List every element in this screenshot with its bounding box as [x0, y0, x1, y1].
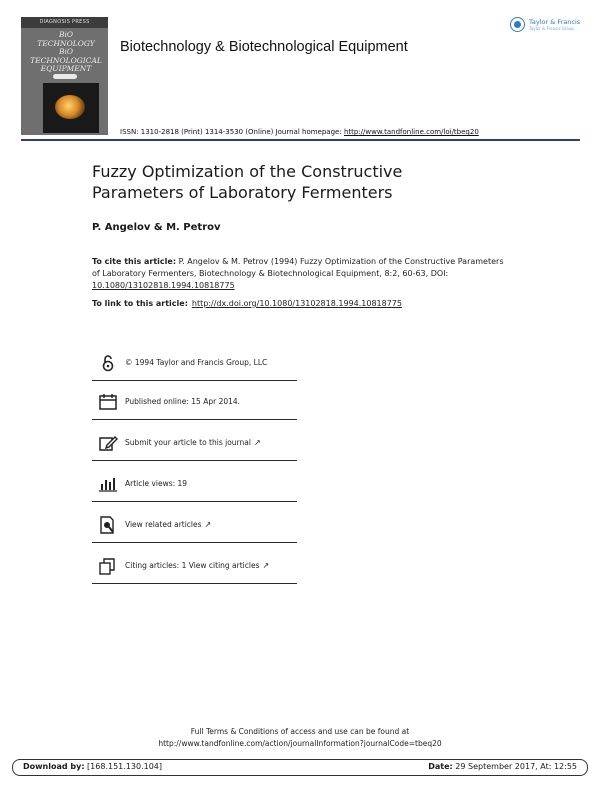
- publisher-logo-subtext: Taylor & Francis Group: [529, 26, 574, 31]
- cover-badge: DIAGNOSIS PRESS: [21, 17, 108, 28]
- citation-block: [92, 256, 512, 292]
- external-link-icon: ↗: [253, 438, 261, 447]
- publisher-logo-text: Taylor & Francis: [529, 18, 581, 26]
- header-divider: [21, 139, 580, 141]
- citation-doi-link[interactable]: 10.1080/13102818.1994.10818775: [92, 281, 235, 290]
- terms-notice: [0, 726, 600, 750]
- cover-pill: [53, 74, 77, 79]
- search-document-icon: [98, 516, 118, 534]
- download-info-bar: [12, 759, 588, 776]
- publisher-logo-icon: [510, 17, 525, 32]
- journal-cover-image: [21, 17, 108, 135]
- journal-title: Biotechnology & Biotechnological Equipment: [120, 39, 408, 55]
- article-title: Fuzzy Optimization of the Constructive Parameters of Laboratory Fermenters: [92, 162, 403, 202]
- article-doi-url[interactable]: http://dx.doi.org/10.1080/13102818.1994.10818775: [191, 299, 402, 308]
- issn-line: ISSN: 1310-2818 (Print) 1314-3530 (Online) Journal homepage: http://www.tandfonline.com/loi/tbeq20: [120, 128, 479, 136]
- terms-url[interactable]: http://www.tandfonline.com/action/journalInformation?journalCode=tbeq20: [158, 739, 442, 748]
- related-articles-link[interactable]: View related articles: [125, 520, 202, 529]
- publisher-logo[interactable]: [510, 17, 582, 35]
- citation-label: To cite this article:: [92, 257, 177, 266]
- edit-pencil-icon: [98, 434, 118, 452]
- article-link-label: To link to this article:: [92, 299, 188, 308]
- submit-article-link[interactable]: Submit your article to this journal: [125, 438, 251, 447]
- info-row-submit[interactable]: [92, 422, 297, 461]
- external-link-icon: ↗: [262, 561, 270, 570]
- citing-articles-link[interactable]: Citing articles: 1 View citing articles: [125, 561, 260, 570]
- article-authors: P. Angelov & M. Petrov: [92, 222, 221, 233]
- article-link-row: [92, 299, 402, 308]
- info-row-views: [92, 463, 297, 502]
- info-row-citing[interactable]: [92, 545, 297, 584]
- download-by: Download by: [168.151.130.104]: [23, 762, 163, 771]
- download-date: Date: 29 September 2017, At: 12:55: [428, 762, 577, 771]
- published-date-text: Published online: 15 Apr 2014.: [125, 397, 241, 406]
- bar-chart-icon: [98, 475, 118, 493]
- info-row-related[interactable]: [92, 504, 297, 543]
- journal-homepage-link[interactable]: http://www.tandfonline.com/loi/tbeq20: [343, 128, 479, 136]
- citing-articles-icon: [98, 557, 118, 575]
- external-link-icon: ↗: [204, 520, 212, 529]
- cover-title: BiO TECHNOLOGY BiO TECHNOLOGICAL EQUIPMENT: [30, 30, 102, 73]
- info-row-copyright: [92, 342, 297, 381]
- citation-text: P. Angelov & M. Petrov (1994) Fuzzy Optimization of the Constructive Parameters of Laboratory Fermenters, Biotechnology & Biotechnological Equipment, 8:2, 60-63, DOI:: [92, 257, 504, 278]
- copyright-text: © 1994 Taylor and Francis Group, LLC: [125, 358, 268, 367]
- open-access-lock-icon: [98, 354, 118, 372]
- terms-line: Full Terms & Conditions of access and use can be found at: [190, 727, 410, 736]
- calendar-icon: [98, 393, 118, 411]
- info-row-published: [92, 381, 297, 420]
- cover-photo: [43, 83, 99, 133]
- article-views-text: Article views: 19: [125, 479, 188, 488]
